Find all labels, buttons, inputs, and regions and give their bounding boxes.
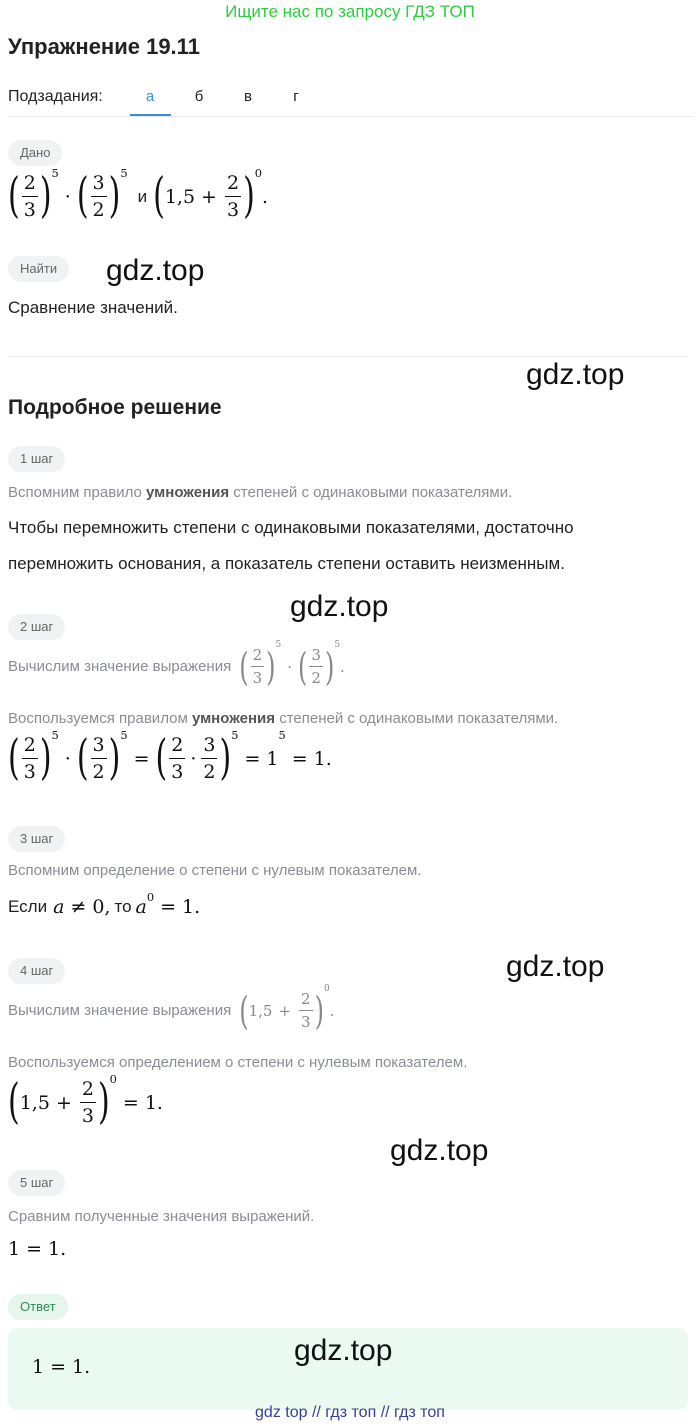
page-title: Упражнение 19.11 [8, 34, 200, 59]
step-5-hint: Сравним полученные значения выражений. [8, 1208, 315, 1225]
step-4-chip: 4 шаг [8, 958, 65, 984]
watermark: gdz.top [526, 358, 625, 391]
step-1-hint: Вспомним правило умножения степеней с одинаковыми показателями. [8, 484, 513, 501]
watermark: gdz.top [294, 1334, 393, 1367]
step-1-text-line1: Чтобы перемножить степени с одинаковыми показателями, достаточно [8, 518, 574, 537]
answer-equation: 1 = 1. [32, 1356, 91, 1378]
find-chip: Найти [8, 256, 69, 282]
watermark: gdz.top [506, 950, 605, 983]
solution-heading: Подробное решение [8, 396, 222, 419]
footer-links[interactable]: gdz top // гдз топ // гдз топ [255, 1404, 445, 1421]
watermark: gdz.top [106, 254, 205, 287]
step-1-text-line2: перемножить основания, а показатель степени оставить неизменным. [8, 554, 565, 573]
tab-a[interactable]: а [145, 88, 155, 105]
find-text: Сравнение значений. [8, 298, 178, 317]
given-chip: Дано [8, 140, 62, 166]
promo-banner[interactable]: Ищите нас по запросу ГДЗ ТОП [225, 2, 475, 21]
given-expression: ( $\frac{2}{3}$ ) 5 · ( $\frac{3}{2}$ ) 5 и ( 1,5 + $\frac{2}{3}$ ) 0 . [8, 166, 269, 224]
watermark: gdz.top [290, 590, 389, 623]
given-and: и [137, 186, 148, 206]
watermark: gdz.top [390, 1134, 489, 1167]
step-5-equation: 1 = 1. [8, 1238, 67, 1260]
tabs-divider [8, 116, 692, 117]
step-2-chip: 2 шаг [8, 614, 65, 640]
section-divider [8, 356, 688, 357]
step-1-chip: 1 шаг [8, 446, 65, 472]
step-2-hint: Вычислим значение выражения ( $\frac{2}{3}$ ) 5 · ( $\frac{3}{2}$ ) 5 . [8, 640, 345, 689]
step-3-hint: Вспомним определение о степени с нулевым показателем. [8, 862, 422, 879]
step-3-statement: Если a ≠ 0, то a 0 = 1. [8, 890, 201, 918]
tab-g[interactable]: г [293, 88, 299, 105]
subtasks-label: Подзадания: [8, 88, 103, 105]
step-4-hint: Вычислим значение выражения ( 1,5 + $\frac{2}{3}$ ) 0 . [8, 984, 335, 1033]
active-tab-indicator [130, 114, 171, 116]
tab-b[interactable]: б [194, 88, 204, 105]
tab-v[interactable]: в [244, 88, 252, 105]
step-4-rule: Воспользуемся определением о степени с нулевым показателем. [8, 1054, 468, 1071]
step-3-chip: 3 шаг [8, 826, 65, 852]
step-4-equation: ( 1,5 + $\frac{2}{3}$ ) 0 = 1. [8, 1072, 163, 1130]
step-2-rule: Воспользуемся правилом умножения степеней с одинаковыми показателями. [8, 710, 559, 727]
step-5-chip: 5 шаг [8, 1170, 65, 1196]
step-2-equation: ( $\frac{2}{3}$ ) 5 · ( $\frac{3}{2}$ ) 5 = ( $\frac{2}{3}$ · $\frac{3}{2}$ ) 5 = 1 5 = 1. [8, 728, 332, 786]
answer-chip: Ответ [8, 1294, 68, 1320]
